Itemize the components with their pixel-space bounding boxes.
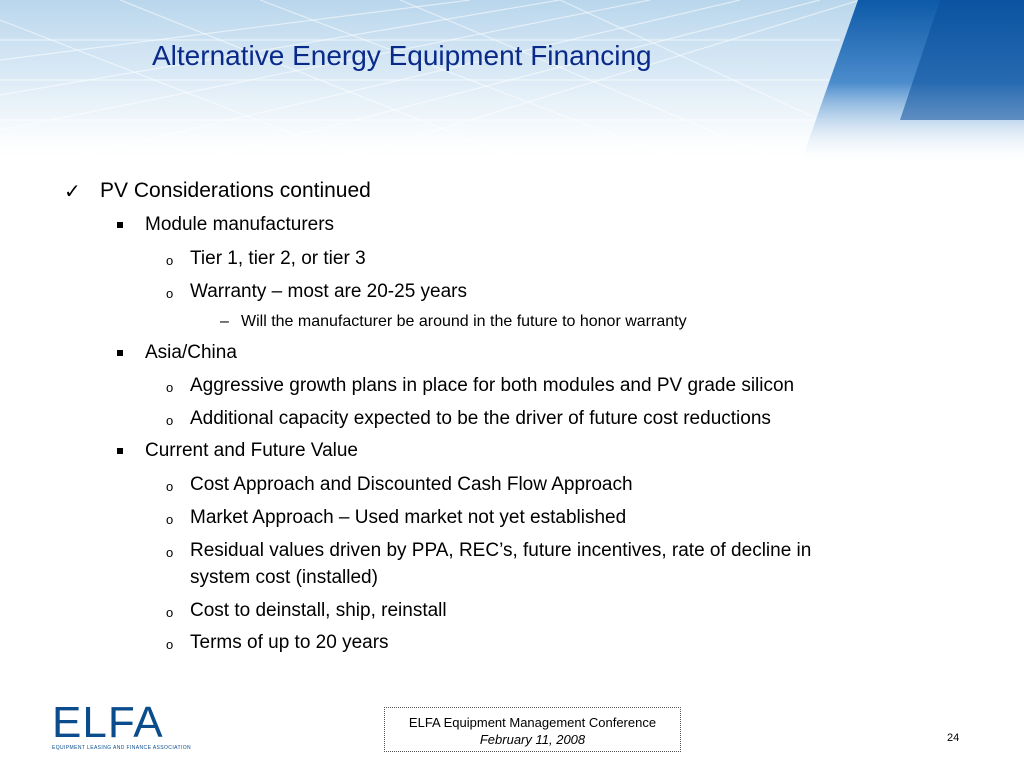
bullet-item: PV Considerations continued	[100, 179, 371, 202]
dash-bullet-icon: –	[220, 313, 229, 330]
page-number: 24	[947, 732, 960, 744]
square-bullet-icon	[117, 350, 123, 356]
logo-text: ELFA	[52, 698, 164, 747]
circle-bullet-icon: o	[166, 413, 174, 428]
logo-subtitle: EQUIPMENT LEASING AND FINANCE ASSOCIATION	[52, 745, 192, 751]
bullet-item: Cost Approach and Discounted Cash Flow Approach	[190, 474, 633, 495]
slide-title: Alternative Energy Equipment Financing	[152, 40, 652, 71]
header-background	[0, 0, 1024, 165]
circle-bullet-icon: o	[166, 253, 174, 268]
conference-box	[384, 707, 681, 752]
elfa-logo	[52, 698, 192, 754]
circle-bullet-icon: o	[166, 286, 174, 301]
bullet-item: Current and Future Value	[145, 440, 358, 461]
bullet-item: Market Approach – Used market not yet established	[190, 507, 627, 528]
bullet-item-continuation: system cost (installed)	[190, 567, 378, 588]
conference-name: ELFA Equipment Management Conference	[408, 715, 657, 730]
circle-bullet-icon: o	[166, 479, 174, 494]
conference-date: February 11, 2008	[479, 732, 586, 747]
check-icon: ✓	[64, 181, 81, 203]
circle-bullet-icon: o	[166, 380, 174, 395]
bullet-item: Asia/China	[145, 342, 237, 363]
bullet-item: Module manufacturers	[145, 214, 335, 235]
circle-bullet-icon: o	[166, 605, 174, 620]
header-banner	[0, 0, 1024, 165]
bullet-item: Tier 1, tier 2, or tier 3	[190, 248, 366, 269]
circle-bullet-icon: o	[166, 637, 174, 652]
bullet-item: Additional capacity expected to be the driver of future cost reductions	[190, 408, 771, 429]
bullet-item: Terms of up to 20 years	[190, 632, 389, 653]
circle-bullet-icon: o	[166, 512, 174, 527]
bullet-item: Aggressive growth plans in place for both modules and PV grade silicon	[190, 375, 795, 396]
bullet-item: Will the manufacturer be around in the future to honor warranty	[241, 313, 687, 330]
circle-bullet-icon: o	[166, 545, 174, 560]
bullet-item: Cost to deinstall, ship, reinstall	[190, 600, 447, 621]
bullet-item: Warranty – most are 20-25 years	[190, 281, 468, 302]
square-bullet-icon	[117, 448, 123, 454]
bullet-item: Residual values driven by PPA, REC’s, future incentives, rate of decline in	[190, 540, 812, 561]
square-bullet-icon	[117, 222, 123, 228]
